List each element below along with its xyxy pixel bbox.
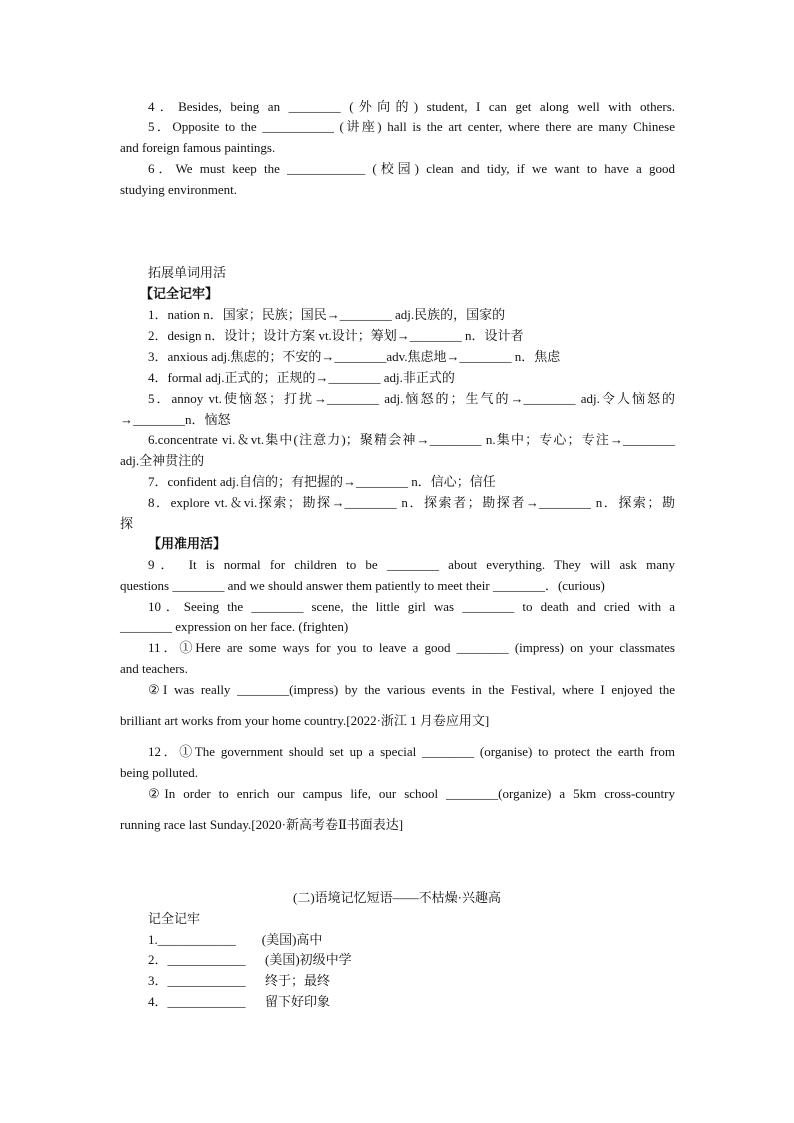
vocab-3: 3．anxious adj.焦虑的；不安的→________adv.焦虑地→________ n．焦虑: [148, 349, 561, 364]
subheading-usage: 【用准用活】: [148, 536, 227, 551]
vocab-5: 5．annoy vt.使恼怒；打扰→________ adj.恼怒的；生气的→________ adj.令人恼怒的: [148, 391, 675, 406]
vocab-4: 4．formal adj.正式的；正规的→________ adj.非正式的: [148, 370, 455, 385]
subheading-memorize: 【记全记牢】: [140, 286, 219, 301]
usage-11-2: ②I was really ________(impress) by the various events in the Festival, where I enjoyed the: [148, 682, 675, 697]
section-heading: 拓展单词用活: [148, 265, 227, 280]
exercise-6-cont: studying environment.: [120, 182, 237, 197]
vocab-6: 6.concentrate vi.＆vt.集中(注意力)；聚精会神→________ n.集中；专心；专注→________: [148, 432, 675, 447]
usage-9-cont: questions ________ and we should answer them patiently to meet their ________．(curious): [120, 578, 605, 593]
vocab-5-cont: →________n．恼怒: [120, 412, 231, 427]
usage-10: 10．Seeing the ________ scene, the little girl was ________ to death and cried with a: [148, 599, 675, 614]
usage-10-cont: ________ expression on her face. (frighten): [120, 619, 349, 634]
usage-12-1: 12．①The government should set up a special ________ (organise) to protect the earth from: [148, 744, 675, 759]
phrases-heading: (二)语境记忆短语——不枯燥·兴趣高: [293, 890, 501, 905]
usage-12-2-cont: running race last Sunday.[2020·新高考卷Ⅱ书面表达]: [120, 817, 404, 832]
usage-11-2-cont: brilliant art works from your home country.[2022·浙江 1 月卷应用文]: [120, 713, 490, 728]
exercise-5: 5．Opposite to the ___________ (讲座) hall is the art center, where there are many Chinese: [148, 119, 675, 134]
phrases-subheading: 记全记牢: [148, 911, 201, 926]
vocab-8: 8．explore vt.＆vi.探索；勘探→________ n．探索者；勘探者→________ n．探索；勘: [148, 495, 675, 510]
phrase-1: 1.____________ (美国)高中: [148, 932, 323, 947]
vocab-8-cont: 探: [120, 516, 134, 531]
usage-11-1-cont: and teachers.: [120, 661, 188, 676]
usage-9: 9． It is normal for children to be ________ about everything. They will ask many: [148, 557, 675, 572]
phrase-4: 4．____________ 留下好印象: [148, 994, 331, 1009]
vocab-1: 1．nation n．国家；民族；国民→________ adj.民族的，国家的: [148, 307, 506, 322]
phrase-3: 3．____________ 终于；最终: [148, 973, 331, 988]
vocab-7: 7．confident adj.自信的；有把握的→________ n．信心；信任: [148, 474, 496, 489]
exercise-6: 6．We must keep the ____________ (校园) clean and tidy, if we want to have a good: [148, 161, 675, 176]
usage-12-1-cont: being polluted.: [120, 765, 198, 780]
vocab-6-cont: adj.全神贯注的: [120, 453, 205, 468]
vocab-2: 2．design n．设计；设计方案 vt.设计；筹划→________ n．设计者: [148, 328, 524, 343]
phrase-2: 2．____________ (美国)初级中学: [148, 952, 352, 967]
exercise-5-cont: and foreign famous paintings.: [120, 140, 276, 155]
usage-11-1: 11．①Here are some ways for you to leave a good ________ (impress) on your classmates: [148, 640, 675, 655]
usage-12-2: ②In order to enrich our campus life, our school ________(organize) a 5km cross-country: [148, 786, 675, 801]
exercise-4: 4．Besides, being an ________ (外向的) student, I can get along well with others.: [148, 99, 675, 114]
